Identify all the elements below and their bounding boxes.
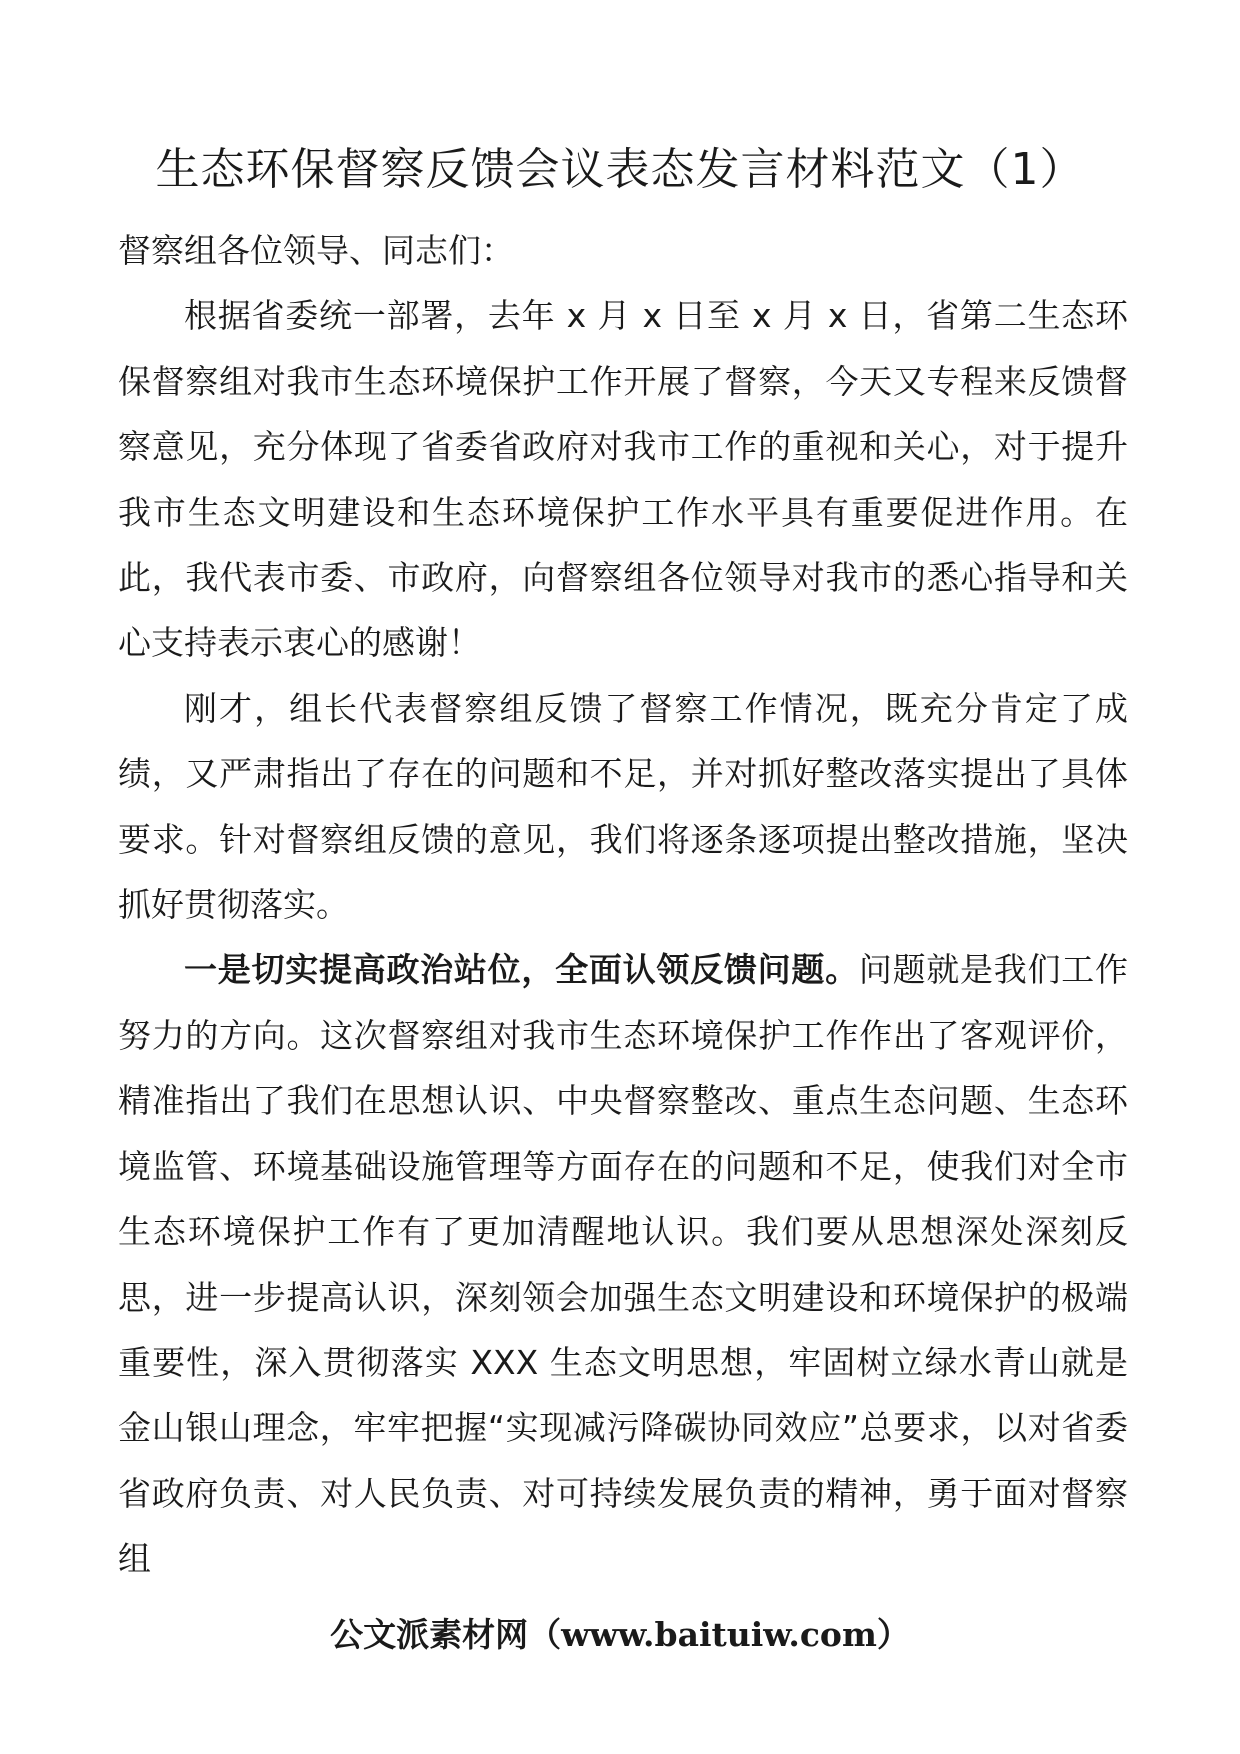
document-title: 生态环保督察反馈会议表态发言材料范文（1） (155, 144, 1085, 195)
paragraph-3 (118, 937, 1128, 1591)
document-body (118, 218, 1128, 1592)
section-one-lead: 一是切实提高政治站位，全面认领反馈问题。 (184, 950, 859, 990)
footer-watermark: 公文派素材网（www.baituiw.com） (330, 1615, 910, 1654)
paragraph-2: 刚才，组长代表督察组反馈了督察工作情况，既充分肯定了成绩，又严肃指出了存在的问题和不足，并对抓好整改落实提出了具体要求。针对督察组反馈的意见，我们将逐条逐项提出整改措施，坚决抓好贯彻落实。 (118, 688, 1128, 925)
salutation: 督察组各位领导、同志们： (118, 231, 514, 270)
section-one-text: 问题就是我们工作努力的方向。这次督察组对我市生态环境保护工作作出了客观评价，精准指出了我们在思想认识、中央督察整改、重点生态问题、生态环境监管、环境基础设施管理等方面存在的问题和不足，使我们对全市生态环境保护工作有了更加清醒地认识。我们要从思想深处深刻反思，进一步提高认识，深刻领会加强生态文明建设和环境保护的极端重要性，深入贯彻落实 XXX 生态文明思想，牢固树立绿水青山就是金山银山理念，牢牢把握“实现减污降碳协同效应”总要求，以对省委省政府负责、对人民负责、对可持续发展负责的精神，勇于面对督察组 (118, 950, 1129, 1579)
paragraph-1: 根据省委统一部署，去年 x 月 x 日至 x 月 x 日，省第二生态环保督察组对我市生态环境保护工作开展了督察，今天又专程来反馈督察意见，充分体现了省委省政府对我市工作的重视和关心，对于提升我市生态文明建设和生态环境保护工作水平具有重要促进作用。在此，我代表市委、市政府，向督察组各位领导对我市的悉心指导和关心支持表示衷心的感谢！ (118, 296, 1128, 663)
